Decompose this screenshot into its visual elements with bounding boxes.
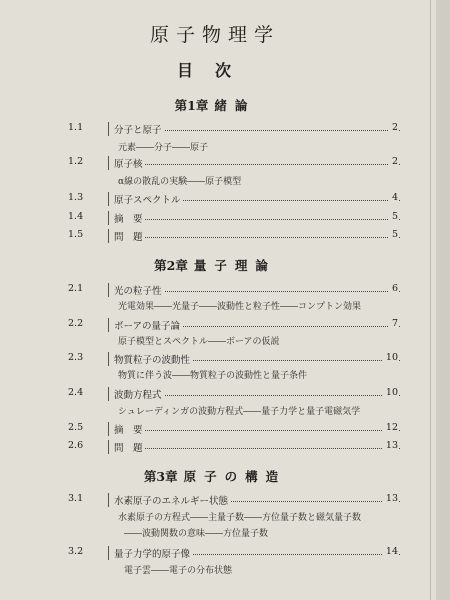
- toc-heading: 目次: [176, 61, 253, 80]
- page-number: 4: [389, 192, 398, 203]
- section-subtopics-continued: ――波動関数の意味――方位量子数: [124, 529, 269, 539]
- page-number: 5: [389, 211, 398, 222]
- section-number: 2.2: [68, 318, 84, 329]
- toc-entry[interactable]: [0, 192, 430, 206]
- page-number: 5: [389, 229, 398, 240]
- toc-entry[interactable]: [0, 283, 430, 297]
- section-number: 1.1: [68, 122, 84, 133]
- section-title: 原子核: [114, 156, 145, 170]
- section-title: 光の粒子性: [114, 283, 164, 297]
- toc-entry[interactable]: [0, 422, 430, 436]
- toc-entry[interactable]: [0, 122, 430, 136]
- section-subtopics: 物質に伴う波――物質粒子の波動性と量子条件: [118, 371, 308, 381]
- section-number: 2.3: [68, 352, 84, 363]
- page-number: 14: [383, 546, 398, 557]
- chapter-number: 第2章: [154, 258, 188, 273]
- section-number: 1.5: [68, 229, 84, 240]
- toc-entry[interactable]: [0, 440, 430, 454]
- page-number: 10: [383, 387, 398, 398]
- section-number: 2.1: [68, 283, 84, 294]
- section-title: ボーアの量子論: [114, 318, 182, 332]
- section-subtopics: α線の散乱の実験――原子模型: [118, 177, 242, 187]
- section-subtopics: 電子雲――電子の分布状態: [124, 566, 233, 576]
- section-number: 1.2: [68, 156, 84, 167]
- toc-entry[interactable]: [0, 387, 430, 401]
- page-number: 10: [383, 352, 398, 363]
- section-number: 1.4: [68, 211, 84, 222]
- section-number: 3.1: [68, 493, 84, 504]
- section-title: 問 題: [114, 229, 145, 243]
- chapter-number: 第3章: [143, 469, 178, 484]
- chapter-title: 緒論: [214, 98, 256, 113]
- page-number: 7: [389, 318, 398, 329]
- section-number: 1.3: [68, 192, 84, 203]
- page-number: 13: [383, 493, 398, 504]
- section-title: 波動方程式: [114, 387, 164, 401]
- chapter-heading-3: [0, 467, 430, 485]
- chapter-heading-1: [0, 96, 430, 114]
- section-title: 問 題: [114, 440, 145, 454]
- book-title: 原子物理学: [149, 24, 280, 46]
- section-title: 原子スペクトル: [114, 192, 183, 206]
- section-title: 分子と原子: [114, 122, 164, 136]
- toc-entry[interactable]: [0, 493, 430, 507]
- section-subtopics: 元素――分子――原子: [118, 143, 209, 153]
- toc-entry[interactable]: [0, 156, 430, 170]
- section-title: 水素原子のエネルギー状態: [114, 493, 230, 507]
- toc-entry[interactable]: [0, 211, 430, 225]
- page-number: 12: [383, 422, 398, 433]
- toc-entry[interactable]: [0, 352, 430, 366]
- section-number: 2.6: [68, 440, 84, 451]
- page-number: 2: [389, 122, 398, 133]
- section-subtopics: 原子模型とスペクトル――ボーアの仮説: [118, 337, 280, 347]
- chapter-title: 原子の構造: [183, 469, 287, 484]
- section-number: 2.4: [68, 387, 84, 398]
- chapter-title: 量子理論: [193, 258, 276, 273]
- page-number: 13: [383, 440, 398, 451]
- section-title: 摘 要: [114, 422, 145, 436]
- page-number: 6: [389, 283, 398, 294]
- section-number: 2.5: [68, 422, 84, 433]
- chapter-number: 第1章: [174, 98, 209, 113]
- section-title: 摘 要: [114, 211, 145, 225]
- section-title: 物質粒子の波動性: [114, 352, 192, 366]
- section-subtopics: 光電効果――光量子――波動性と粒子性――コンプトン効果: [118, 302, 362, 312]
- page-fold-line: [430, 0, 431, 600]
- chapter-heading-2: [0, 256, 430, 274]
- page-edge: [436, 0, 450, 600]
- page-number: 2: [389, 156, 398, 167]
- toc-entry[interactable]: [0, 546, 430, 560]
- section-title: 量子力学的原子像: [114, 546, 192, 560]
- section-subtopics: 水素原子の方程式――主量子数――方位量子数と磁気量子数: [118, 513, 362, 523]
- toc-entry[interactable]: [0, 318, 430, 332]
- section-number: 3.2: [68, 546, 84, 557]
- toc-entry[interactable]: [0, 229, 430, 243]
- section-subtopics: シュレーディンガの波動方程式――量子力学と量子電磁気学: [118, 407, 361, 417]
